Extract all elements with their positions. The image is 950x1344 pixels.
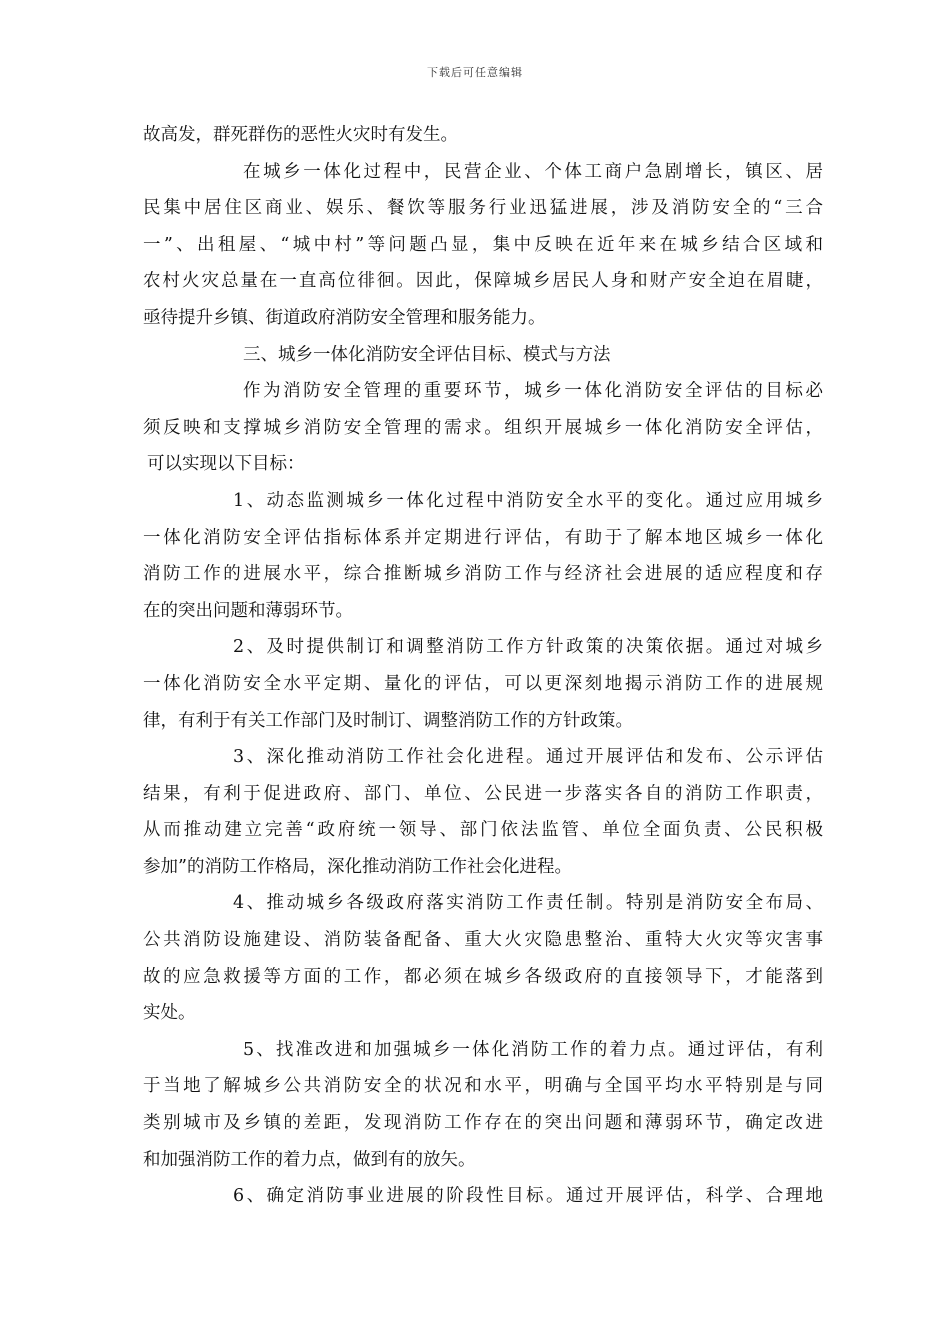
text-line: 结果，有利于促进政府、部门、单位、公民进一步落实各自的消防工作职责， — [143, 783, 823, 804]
text-line: 故的应急救援等方面的工作，都必须在城乡各级政府的直接领导下，才能落到 — [143, 966, 823, 987]
text-line: 2、及时提供制订和调整消防工作方针政策的决策依据。通过对城乡 — [233, 637, 823, 658]
text-line: 消防工作的进展水平，综合推断城乡消防工作与经济社会进展的适应程度和存 — [143, 564, 823, 585]
text-line: 亟待提升乡镇、街道政府消防安全管理和服务能力。 — [143, 307, 546, 328]
text-line: 6、确定消防事业进展的阶段性目标。通过开展评估，科学、合理地 — [233, 1186, 823, 1207]
text-line: 须反映和支撑城乡消防安全管理的需求。组织开展城乡一体化消防安全评估， — [143, 417, 823, 438]
text-line: 在的突出问题和薄弱环节。 — [143, 600, 353, 621]
text-line: 在城乡一体化过程中，民营企业、个体工商户急剧增长，镇区、居 — [243, 161, 823, 182]
text-line: 5、找准改进和加强城乡一体化消防工作的着力点。通过评估，有利 — [243, 1039, 823, 1060]
text-line: 民集中居住区商业、娱乐、餐饮等服务行业迅猛进展，涉及消防安全的“三合 — [143, 198, 823, 219]
text-line: 公共消防设施建设、消防装备配备、重大火灾隐患整治、重特大火灾等灾害事 — [143, 930, 823, 951]
text-line: 实处。 — [143, 1003, 196, 1024]
text-line: 三、城乡一体化消防安全评估目标、模式与方法 — [243, 344, 611, 365]
text-line: 一体化消防安全评估指标体系并定期进行评估，有助于了解本地区城乡一体化 — [143, 527, 823, 548]
text-line: 农村火灾总量在一直高位徘徊。因此，保障城乡居民人身和财产安全迫在眉睫， — [143, 271, 823, 292]
text-line: 一”、出租屋、“城中村”等问题凸显，集中反映在近年来在城乡结合区域和 — [143, 234, 823, 255]
text-line: 于当地了解城乡公共消防安全的状况和水平，明确与全国平均水平特别是与同 — [143, 1076, 823, 1097]
page-header-note: 下载后可任意编辑 — [427, 66, 523, 79]
text-line: 作为消防安全管理的重要环节，城乡一体化消防安全评估的目标必 — [243, 381, 823, 402]
text-line: 4、推动城乡各级政府落实消防工作责任制。特别是消防安全布局、 — [233, 893, 823, 914]
document-body — [143, 117, 823, 1215]
text-line: 类别城市及乡镇的差距，发现消防工作存在的突出问题和薄弱环节，确定改进 — [143, 1113, 823, 1134]
text-line: 律，有利于有关工作部门及时制订、调整消防工作的方针政策。 — [143, 710, 633, 731]
text-line: 1、动态监测城乡一体化过程中消防安全水平的变化。通过应用城乡 — [233, 490, 823, 511]
text-line: 从而推动建立完善“政府统一领导、部门依法监管、单位全面负责、公民积极 — [143, 820, 823, 841]
text-line: 一体化消防安全水平定期、量化的评估，可以更深刻地揭示消防工作的进展规 — [143, 673, 823, 694]
text-line: 故高发，群死群伤的恶性火灾时有发生。 — [143, 125, 458, 145]
text-line: 3、深化推动消防工作社会化进程。通过开展评估和发布、公示评估 — [233, 747, 823, 768]
text-line: 可以实现以下目标： — [147, 454, 305, 475]
text-line: 和加强消防工作的着力点，做到有的放矢。 — [143, 1149, 476, 1170]
text-line: 参加”的消防工作格局，深化推动消防工作社会化进程。 — [143, 856, 572, 877]
